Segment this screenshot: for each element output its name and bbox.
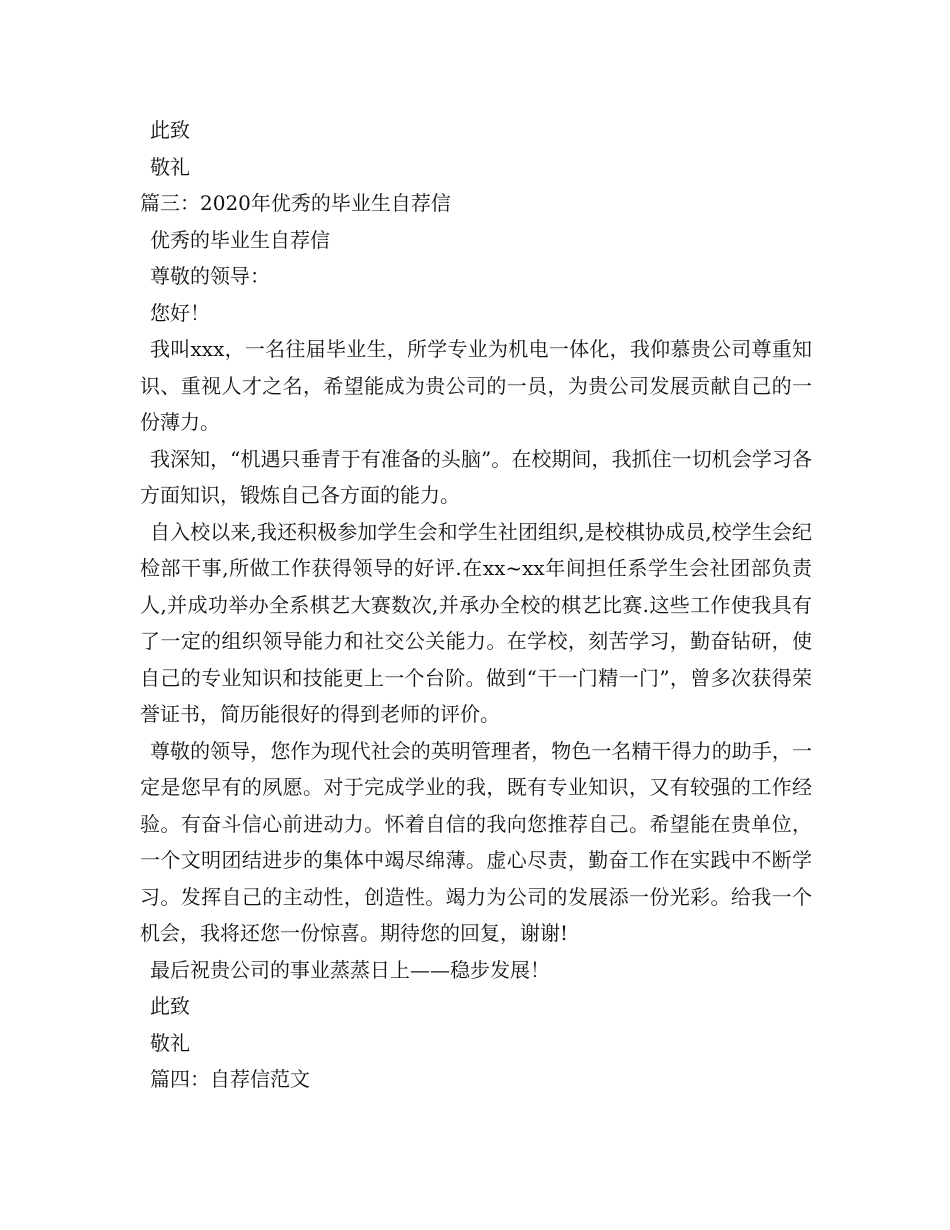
salutation: 尊敬的领导： xyxy=(150,264,270,288)
section-heading-3: 篇三：2020年优秀的毕业生自荐信 xyxy=(140,191,451,215)
closing-zhizhi-2: 此致 xyxy=(150,994,190,1018)
section-heading-4: 篇四：自荐信范文 xyxy=(150,1067,310,1091)
paragraph-intro: 我叫xxx，一名往届毕业生，所学专业为机电一体化，我仰慕贵公司尊重知识、重视人才之名，希望能成为贵公司的一员，为贵公司发展贡献自己的一份薄力。 xyxy=(140,337,812,434)
closing-jingli-2: 敬礼 xyxy=(150,1030,190,1055)
closing-wish: 最后祝贵公司的事业蒸蒸日上——稳步发展！ xyxy=(150,957,550,982)
paragraph-recommendation: 尊敬的领导，您作为现代社会的英明管理者，物色一名精干得力的助手，一定是您早有的夙愿。对于完成学业的我，既有专业知识，又有较强的工作经验。有奋斗信心前进动力。怀着自信的我向您推荐自己。希望能在贵单位，一个文明团结进步的集体中竭尽绵薄。虚心尽责，勤奋工作在实践中不断学习。发挥自己的主动性，创造性。竭力为公司的发展添一份光彩。给我一个机会，我将还您一份惊喜。期待您的回复，谢谢! xyxy=(140,738,812,945)
closing-zhizhi-1: 此致 xyxy=(150,118,190,142)
greeting: 您好！ xyxy=(150,300,210,325)
paragraph-opportunity: 我深知，“机遇只垂青于有准备的头脑”。在校期间，我抓住一切机会学习各方面知识，锻炼自己各方面的能力。 xyxy=(140,446,812,507)
document-body xyxy=(140,112,812,1098)
closing-jingli-1: 敬礼 xyxy=(150,154,190,179)
paragraph-experience: 自入校以来,我还积极参加学生会和学生社团组织,是校棋协成员,校学生会纪检部干事,所做工作获得领导的好评.在xx~xx年间担任系学生会社团部负责人,并成功举办全系棋艺大赛数次,并承办全校的棋艺比赛.这些工作使我具有了一定的组织领导能力和社交公关能力。在学校，刻苦学习，勤奋钻研，使自己的专业知识和技能更上一个台阶。做到“干一门精一门”，曾多次获得荣誉证书，简历能很好的得到老师的评价。 xyxy=(140,519,812,726)
letter-title: 优秀的毕业生自荐信 xyxy=(150,227,330,252)
